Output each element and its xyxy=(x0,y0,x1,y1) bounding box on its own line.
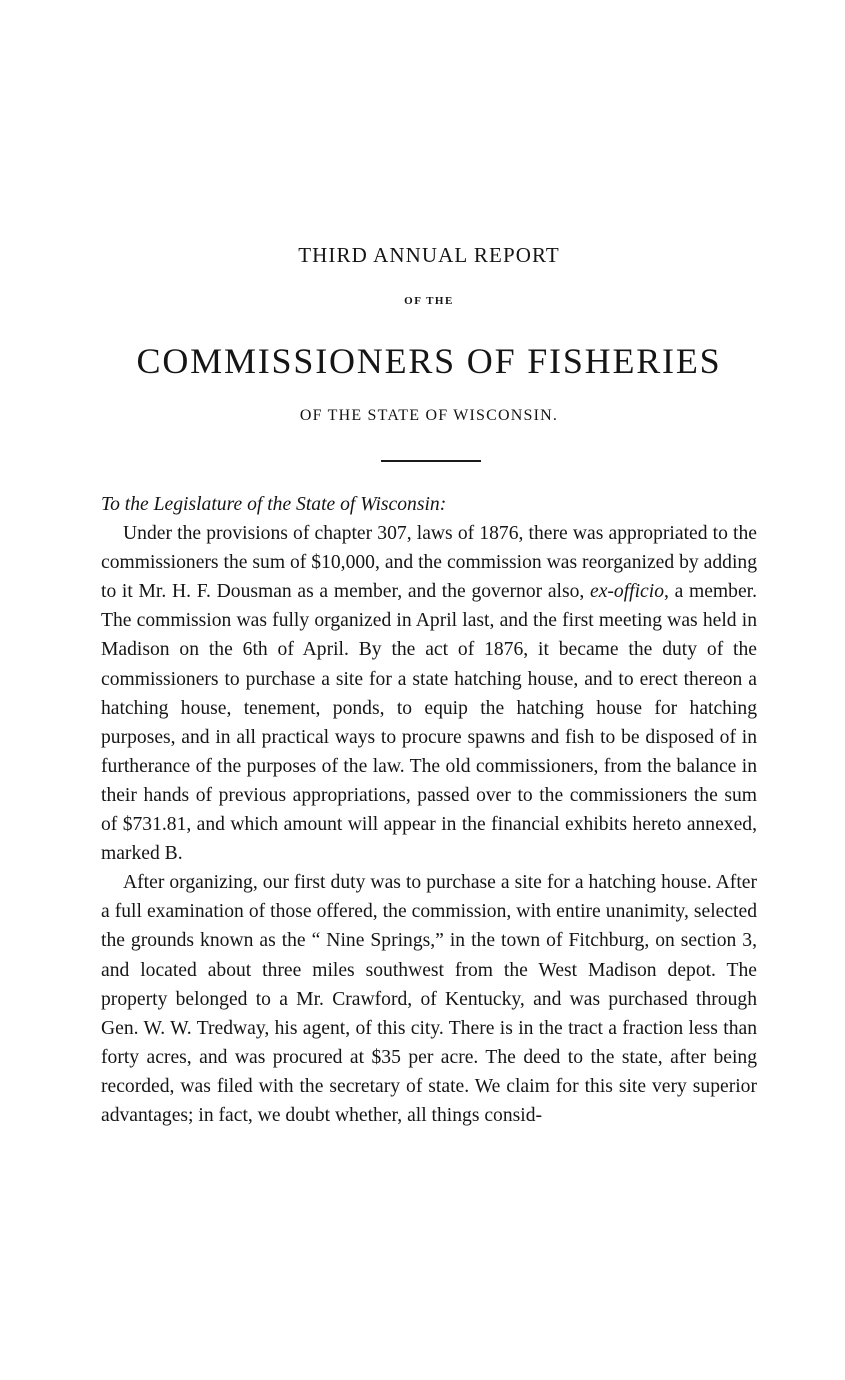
paragraph-1 xyxy=(101,519,757,868)
report-main-title: COMMISSIONERS OF FISHERIES xyxy=(136,341,722,381)
paragraph-2: After organizing, our first duty was to purchase a site for a hatching house. After a full examination of those offered, the commission, with entire unanimity, selected the grounds known as the “ Nine Springs,” in the town of Fitchburg, on section 3, and located about three miles southwest from the West Madison depot. The property belonged to a Mr. Crawford, of Kentucky, and was purchased through Gen. W. W. Tredway, his agent, of this city. There is in the tract a fraction less than forty acres, and was procured at $35 per acre. The deed to the state, after being recorded, was filed with the secretary of state. We claim for this site very superior advantages; in fact, we doubt whether, all things consid- xyxy=(101,872,757,1126)
paragraph-1-text-end: , a member. The commission was fully organized in April last, and the first meeting was held in Madison on the 6th of April. By the act of 1876, it became the duty of the commissioners to purchase a site for a state hatching house, and to erect thereon a hatching house, tenement, ponds, to equip the hatching house for hatching purposes, and in all practical ways to procure spawns and fish to be disposed of in furtherance of the purposes of the law. The old commissioners, from the balance in their hands of previous appropriations, passed over to the commissioners the sum of $731.81, and which amount will appear in the financial exhibits hereto annexed, marked B. xyxy=(101,581,757,865)
paragraph-1-text-start: Under the provisions of chapter 307, laws of 1876, there was appropriated to the commissioners the sum of $10,000, and the commission was reorganized by adding to it Mr. H. F. Dousman as a member, and the governor also, xyxy=(101,523,757,603)
title-divider-rule xyxy=(381,460,481,462)
paragraph-1-italic-term: ex-officio xyxy=(590,581,664,603)
report-title: THIRD ANNUAL REPORT xyxy=(298,243,560,267)
salutation: To the Legislature of the State of Wisconsin: xyxy=(101,494,447,515)
report-subtitle: OF THE STATE OF WISCONSIN. xyxy=(299,407,559,424)
letter-body xyxy=(101,490,757,1130)
report-title-connector: OF THE xyxy=(404,295,454,307)
